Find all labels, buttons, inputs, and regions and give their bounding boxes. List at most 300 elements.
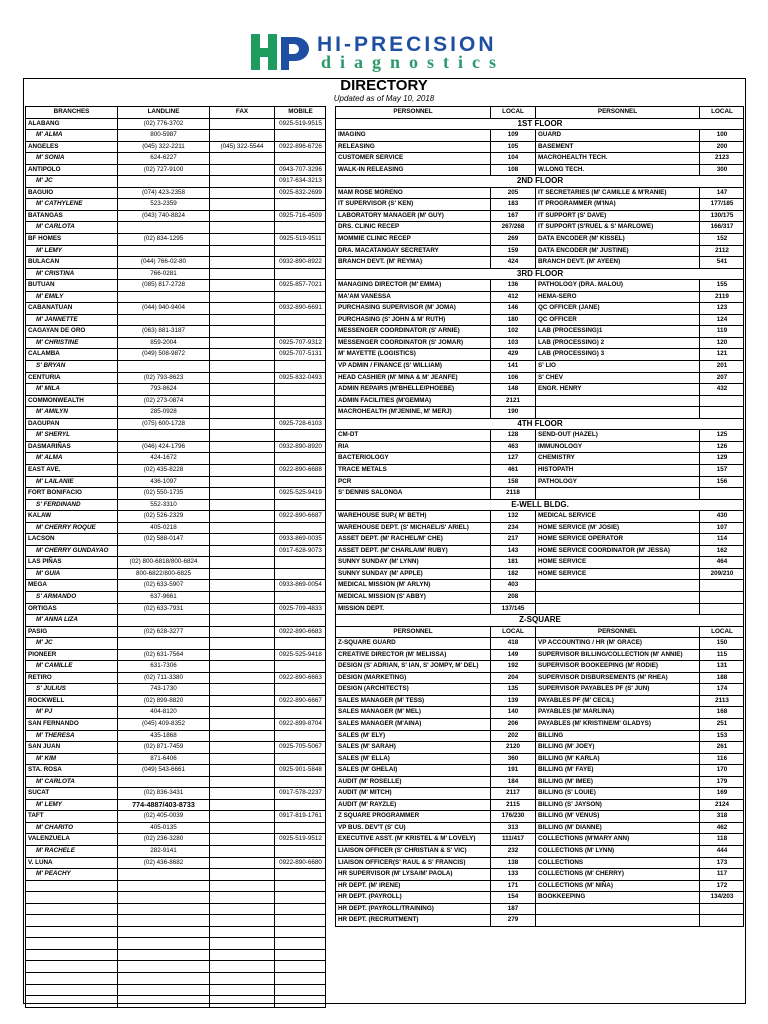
landline-cell	[117, 914, 209, 926]
fax-cell	[209, 291, 274, 303]
personnel-name: VP BUS. DEV'T (S' CU)	[335, 822, 490, 834]
local-number: 444	[699, 845, 744, 857]
fax-cell	[209, 891, 274, 903]
contact-name: M' ALMA	[25, 129, 117, 141]
local-number: 2124	[699, 799, 744, 811]
local-number: 2118	[490, 487, 535, 499]
local-number: 148	[490, 383, 535, 395]
landline-cell	[117, 926, 209, 938]
local-number: 2121	[490, 395, 535, 407]
personnel-name: MAM ROSE MORENO	[335, 187, 490, 199]
landline-cell	[117, 221, 209, 233]
local-number: 217	[490, 533, 535, 545]
contact-name: M' KIM	[25, 753, 117, 765]
local-number: 206	[490, 718, 535, 730]
local-number: 127	[490, 452, 535, 464]
fax-cell	[209, 626, 274, 638]
local-number: 429	[490, 348, 535, 360]
landline-cell: 871-6406	[117, 753, 209, 765]
local-number: 279	[490, 914, 535, 926]
landline-cell: (085) 817-2728	[117, 279, 209, 291]
branch-name: BATANGAS	[25, 210, 117, 222]
local-number: 172	[699, 880, 744, 892]
mobile-cell	[274, 845, 326, 857]
branch-name: SAN FERNANDO	[25, 718, 117, 730]
landline-cell: 552-3310	[117, 499, 209, 511]
contact-name: M' SONIA	[25, 152, 117, 164]
landline-cell: (063) 881-3187	[117, 325, 209, 337]
fax-cell	[209, 591, 274, 603]
mobile-cell: 0922-890-6688	[274, 464, 326, 476]
personnel-name: BOOKKEEPING	[535, 891, 699, 903]
personnel-name: COLLECTIONS	[535, 857, 699, 869]
mobile-cell	[274, 984, 326, 996]
contact-name: M' GUIA	[25, 568, 117, 580]
personnel-name: BRANCH DEVT. (M' AYEEN)	[535, 256, 699, 268]
landline-cell	[117, 429, 209, 441]
mobile-cell	[274, 198, 326, 210]
local-number: 462	[699, 822, 744, 834]
mobile-cell: 0925-832-2699	[274, 187, 326, 199]
branch-name: PASIG	[25, 626, 117, 638]
local-number: 139	[490, 695, 535, 707]
local-number	[699, 591, 744, 603]
local-number: 132	[490, 510, 535, 522]
local-number: 201	[699, 360, 744, 372]
branch-name: STA. ROSA	[25, 764, 117, 776]
branch-name: EAST AVE.	[25, 464, 117, 476]
personnel-name: HOME SERVICE COORDINATOR (M' JESSA)	[535, 545, 699, 557]
personnel-name: AUDIT (M' RAYZLE)	[335, 799, 490, 811]
local-number: 183	[490, 198, 535, 210]
local-number: 180	[490, 314, 535, 326]
local-number: 188	[699, 672, 744, 684]
landline-cell: (049) 508-9872	[117, 348, 209, 360]
fax-cell	[209, 810, 274, 822]
local-number: 147	[699, 187, 744, 199]
contact-name: S' FERDINAND	[25, 499, 117, 511]
mobile-cell	[274, 556, 326, 568]
page-title: DIRECTORY	[340, 77, 428, 94]
landline-cell: (02) 793-8623	[117, 372, 209, 384]
mobile-cell	[274, 522, 326, 534]
personnel-name: LIAISON OFFICER(S' RAUL & S' FRANCIS)	[335, 857, 490, 869]
personnel-name	[535, 487, 699, 499]
fax-cell	[209, 499, 274, 511]
local-number: 313	[490, 822, 535, 834]
local-number: 184	[490, 776, 535, 788]
local-number: 116	[699, 753, 744, 765]
landline-cell: 436-1097	[117, 476, 209, 488]
local-number: 105	[490, 141, 535, 153]
mobile-cell	[274, 360, 326, 372]
personnel-name: HEAD CASHIER (M' MINA & M' JEANFE)	[335, 372, 490, 384]
personnel-name: MA'AM VANESSA	[335, 291, 490, 303]
personnel-table	[335, 106, 744, 927]
landline-cell: 282-9141	[117, 845, 209, 857]
local-number: 269	[490, 233, 535, 245]
fax-cell	[209, 706, 274, 718]
mobile-cell	[274, 129, 326, 141]
local-number: 2112	[699, 245, 744, 257]
mobile-cell	[274, 776, 326, 788]
local-number: 192	[490, 660, 535, 672]
personnel-name: SALES (M' SARAH)	[335, 741, 490, 753]
landline-cell: (02) 834-1295	[117, 233, 209, 245]
personnel-name: MACROHEALTH (M'JENINE, M' MERJ)	[335, 406, 490, 418]
local-number	[699, 603, 744, 615]
personnel-name: PURCHASING SUPERVISOR (M' JOMA)	[335, 302, 490, 314]
landline-cell: (02) 776-3702	[117, 118, 209, 130]
personnel-name: IT SECRETARIES (M' CAMILLE & M'RANIE)	[535, 187, 699, 199]
landline-cell	[117, 175, 209, 187]
fax-cell	[209, 556, 274, 568]
personnel-name: PAYABLES (M' KRISTINE/M' GLADYS)	[535, 718, 699, 730]
personnel-name: HR DEPT. (PAYROLL)	[335, 891, 490, 903]
personnel-name: PATHOLOGY (DRA. MALOU)	[535, 279, 699, 291]
fax-cell	[209, 302, 274, 314]
fax-cell	[209, 753, 274, 765]
branches-table	[25, 106, 326, 1008]
contact-name: M' CHRISTINE	[25, 337, 117, 349]
local-number: 208	[490, 591, 535, 603]
landline-cell	[117, 637, 209, 649]
local-number: 124	[699, 314, 744, 326]
mobile-cell	[274, 637, 326, 649]
personnel-name: CHEMISTRY	[535, 452, 699, 464]
personnel-name: LABORATORY MANAGER (M' GUY)	[335, 210, 490, 222]
contact-name: M' THERESA	[25, 730, 117, 742]
fax-cell	[209, 476, 274, 488]
fax-cell	[209, 510, 274, 522]
local-number: 187	[490, 903, 535, 915]
fax-cell	[209, 233, 274, 245]
mobile-cell: 0922-890-6663	[274, 672, 326, 684]
mobile-cell	[274, 730, 326, 742]
fax-cell	[209, 672, 274, 684]
contact-name: M' MILA	[25, 383, 117, 395]
contact-name: S' BRYAN	[25, 360, 117, 372]
branch-name: DAGUPAN	[25, 418, 117, 430]
branch-name	[25, 914, 117, 926]
branch-name	[25, 995, 117, 1007]
local-number: 2119	[699, 291, 744, 303]
personnel-name: IT SUPPORT (S'RUEL & S' MARLOWE)	[535, 221, 699, 233]
local-number: 464	[699, 556, 744, 568]
mobile-cell	[274, 452, 326, 464]
fax-cell	[209, 857, 274, 869]
landline-cell: 405-0218	[117, 522, 209, 534]
personnel-name: IMMUNOLOGY	[535, 441, 699, 453]
local-number: 154	[490, 891, 535, 903]
landline-cell: 800-5987	[117, 129, 209, 141]
contact-name: M' SHERYL	[25, 429, 117, 441]
landline-cell: (045) 409-8352	[117, 718, 209, 730]
personnel-name: IMAGING	[335, 129, 490, 141]
personnel-name: COLLECTIONS (M' NIÑA)	[535, 880, 699, 892]
mobile-cell: 0922-890-6683	[274, 626, 326, 638]
personnel-name: MEDICAL SERVICE	[535, 510, 699, 522]
local-number: 134/203	[699, 891, 744, 903]
fax-cell	[209, 360, 274, 372]
local-number: 412	[490, 291, 535, 303]
local-number: 126	[699, 441, 744, 453]
personnel-name	[535, 603, 699, 615]
personnel-name: PCR	[335, 476, 490, 488]
branch-name: TAFT	[25, 810, 117, 822]
personnel-name: TRACE METALS	[335, 464, 490, 476]
mobile-cell: 0925-857-7021	[274, 279, 326, 291]
fax-cell	[209, 614, 274, 626]
contact-name: M' CHERRY ROQUE	[25, 522, 117, 534]
fax-cell	[209, 256, 274, 268]
contact-name: M' JANNETTE	[25, 314, 117, 326]
mobile-cell	[274, 960, 326, 972]
branch-name: LACSON	[25, 533, 117, 545]
local-number: 209/210	[699, 568, 744, 580]
landline-cell: 405-0135	[117, 822, 209, 834]
personnel-name: COLLECTIONS (M' LYNN)	[535, 845, 699, 857]
personnel-name: ASSET DEPT. (M' RACHEL/M' CHE)	[335, 533, 490, 545]
local-number: 159	[490, 245, 535, 257]
local-number: 205	[490, 187, 535, 199]
personnel-name: BILLING (M' IMEE)	[535, 776, 699, 788]
landline-cell: (02) 711-3380	[117, 672, 209, 684]
fax-cell	[209, 776, 274, 788]
branch-name: RETIRO	[25, 672, 117, 684]
mobile-cell: 0917-819-1761	[274, 810, 326, 822]
personnel-name: MACROHEALTH TECH.	[535, 152, 699, 164]
local-number: 115	[699, 649, 744, 661]
personnel-name: CREATIVE DIRECTOR (M' MELISSA)	[335, 649, 490, 661]
personnel-name: S' CHEV	[535, 372, 699, 384]
personnel-name: HR DEPT. (PAYROLL/TRAINING)	[335, 903, 490, 915]
landline-cell: (02) 633-7931	[117, 603, 209, 615]
local-number	[699, 395, 744, 407]
local-number: 158	[490, 476, 535, 488]
personnel-name: QC OFFICER (JANE)	[535, 302, 699, 314]
mobile-cell	[274, 822, 326, 834]
landline-cell: 435-1868	[117, 730, 209, 742]
contact-name: M' AMILYN	[25, 406, 117, 418]
personnel-name: RIA	[335, 441, 490, 453]
personnel-name: SUPERVISOR PAYABLES PF (S' JUN)	[535, 683, 699, 695]
personnel-name: ADMIN FACILITIES (M'GEMMA)	[335, 395, 490, 407]
landline-cell: 800-6822/800-6825	[117, 568, 209, 580]
landline-cell	[117, 937, 209, 949]
landline-cell: (02) 628-3277	[117, 626, 209, 638]
branch-name	[25, 880, 117, 892]
personnel-name: BILLING (S' JAYSON)	[535, 799, 699, 811]
local-number: 153	[699, 730, 744, 742]
contact-name: M' RACHELE	[25, 845, 117, 857]
branch-name: COMMONWEALTH	[25, 395, 117, 407]
fax-cell	[209, 187, 274, 199]
local-number: 111/417	[490, 833, 535, 845]
landline-cell: 523-2359	[117, 198, 209, 210]
local-number: 109	[490, 129, 535, 141]
mobile-cell: 0925-709-4833	[274, 603, 326, 615]
local-number	[699, 579, 744, 591]
personnel-name: ASSET DEPT. (M' CHARLA/M' RUBY)	[335, 545, 490, 557]
mobile-cell	[274, 972, 326, 984]
landline-cell: (02) 588-0147	[117, 533, 209, 545]
local-number: 2123	[699, 152, 744, 164]
fax-cell	[209, 914, 274, 926]
fax-cell	[209, 314, 274, 326]
contact-name: M' EMILY	[25, 291, 117, 303]
branch-name: BUTUAN	[25, 279, 117, 291]
mobile-cell: 0925-901-5848	[274, 764, 326, 776]
landline-cell: 624-6227	[117, 152, 209, 164]
landline-cell: (02) 800-6818/800-6824	[117, 556, 209, 568]
landline-cell: 859-2004	[117, 337, 209, 349]
personnel-name: HISTOPATH	[535, 464, 699, 476]
mobile-cell	[274, 903, 326, 915]
landline-cell: (044) 766-02-80	[117, 256, 209, 268]
column-header: BRANCHES	[25, 106, 117, 118]
fax-cell	[209, 325, 274, 337]
personnel-name: SUPERVISOR BOOKEEPING (M' RODIE)	[535, 660, 699, 672]
landline-cell	[117, 614, 209, 626]
personnel-name: CM-DT	[335, 429, 490, 441]
mobile-cell	[274, 926, 326, 938]
local-number: 143	[490, 545, 535, 557]
mobile-cell	[274, 291, 326, 303]
landline-cell	[117, 776, 209, 788]
personnel-name: HOME SERVICE (M' JOSIE)	[535, 522, 699, 534]
mobile-cell	[274, 937, 326, 949]
local-number: 171	[490, 880, 535, 892]
personnel-name: LAB (PROCESSING)1	[535, 325, 699, 337]
mobile-cell: 0925-519-9511	[274, 233, 326, 245]
personnel-name: DATA ENCODER (M' JUSTINE)	[535, 245, 699, 257]
fax-cell	[209, 799, 274, 811]
personnel-name: HR SUPERVISOR (M' LYSA/M' PAOLA)	[335, 868, 490, 880]
column-header: LOCAL	[490, 626, 535, 638]
local-number: 207	[699, 372, 744, 384]
landline-cell: (02) 633-5907	[117, 579, 209, 591]
personnel-name: VP ACCOUNTING / HR (M' GRACE)	[535, 637, 699, 649]
local-number: 360	[490, 753, 535, 765]
fax-cell	[209, 984, 274, 996]
personnel-name: WAREHOUSE DEPT. (S' MICHAEL/S' ARIEL)	[335, 522, 490, 534]
fax-cell	[209, 406, 274, 418]
fax-cell	[209, 175, 274, 187]
landline-cell	[117, 995, 209, 1007]
branch-name: KALAW	[25, 510, 117, 522]
mobile-cell	[274, 949, 326, 961]
local-number: 267/268	[490, 221, 535, 233]
personnel-name: COLLECTIONS (M'MARY ANN)	[535, 833, 699, 845]
personnel-name: SALES (M' GHELAI)	[335, 764, 490, 776]
local-number: 123	[699, 302, 744, 314]
branch-name	[25, 926, 117, 938]
local-number: 157	[699, 464, 744, 476]
local-number: 170	[699, 764, 744, 776]
local-number: 166/317	[699, 221, 744, 233]
mobile-cell: 0925-705-5067	[274, 741, 326, 753]
mobile-cell	[274, 868, 326, 880]
local-number: 106	[490, 372, 535, 384]
landline-cell	[117, 291, 209, 303]
contact-name: M' LAILANIE	[25, 476, 117, 488]
personnel-name: MANAGING DIRECTOR (M' EMMA)	[335, 279, 490, 291]
local-number: 121	[699, 348, 744, 360]
personnel-name: BILLING (M' VENUS)	[535, 810, 699, 822]
local-number: 541	[699, 256, 744, 268]
personnel-name: MEDICAL MISSION (S' ABBY)	[335, 591, 490, 603]
section-header: 1ST FLOOR	[335, 118, 744, 130]
contact-name: S' JULIUS	[25, 683, 117, 695]
personnel-name: SUPERVISOR DISBURSEMENTS (M' RHEA)	[535, 672, 699, 684]
mobile-cell	[274, 591, 326, 603]
landline-cell: (02) 631-7564	[117, 649, 209, 661]
branch-name: ROCKWELL	[25, 695, 117, 707]
personnel-name: SUNNY SUNDAY (M' APPLE)	[335, 568, 490, 580]
local-number: 114	[699, 533, 744, 545]
landline-cell: (049) 543-6661	[117, 764, 209, 776]
personnel-name: DESIGN (ARCHITECTS)	[335, 683, 490, 695]
personnel-name: MESSENGER COORDINATOR (S' JOMAR)	[335, 337, 490, 349]
landline-cell: 285-0928	[117, 406, 209, 418]
branch-name: BAGUIO	[25, 187, 117, 199]
contact-name: M' PJ	[25, 706, 117, 718]
landline-cell: 631-7306	[117, 660, 209, 672]
branch-name: CALAMBA	[25, 348, 117, 360]
fax-cell	[209, 268, 274, 280]
contact-name: M' CARLOTA	[25, 776, 117, 788]
fax-cell	[209, 833, 274, 845]
fax-cell	[209, 245, 274, 257]
fax-cell	[209, 464, 274, 476]
local-number: 202	[490, 730, 535, 742]
personnel-name: BRANCH DEVT. (M' REYMA)	[335, 256, 490, 268]
fax-cell	[209, 418, 274, 430]
personnel-name: SALES (M' ELY)	[335, 730, 490, 742]
landline-cell: (02) 436-8682	[117, 857, 209, 869]
personnel-name: IT SUPPORT (S' DAVE)	[535, 210, 699, 222]
personnel-name: SUNNY SUNDAY (M' LYNN)	[335, 556, 490, 568]
fax-cell	[209, 787, 274, 799]
local-number: 182	[490, 568, 535, 580]
personnel-name: BILLING (M' DIANNE)	[535, 822, 699, 834]
branch-name	[25, 960, 117, 972]
local-number: 103	[490, 337, 535, 349]
local-number: 152	[699, 233, 744, 245]
fax-cell	[209, 487, 274, 499]
local-number: 232	[490, 845, 535, 857]
contact-name: M' CARLOTA	[25, 221, 117, 233]
local-number	[699, 903, 744, 915]
landline-cell: (02) 273-0874	[117, 395, 209, 407]
fax-cell	[209, 660, 274, 672]
local-number: 135	[490, 683, 535, 695]
contact-name: M' CATHYLENE	[25, 198, 117, 210]
personnel-name: LIAISON OFFICER (S' CHRISTIAN & S' VIC)	[335, 845, 490, 857]
personnel-name: ADMIN REPAIRS (M'BHELLE/PHOEBE)	[335, 383, 490, 395]
mobile-cell: 0922-890-6687	[274, 510, 326, 522]
fax-cell	[209, 164, 274, 176]
local-number: 137/145	[490, 603, 535, 615]
mobile-cell	[274, 221, 326, 233]
landline-cell	[117, 984, 209, 996]
local-number: 2115	[490, 799, 535, 811]
fax-cell	[209, 822, 274, 834]
mobile-cell	[274, 891, 326, 903]
personnel-name: W.LONG TECH.	[535, 164, 699, 176]
fax-cell	[209, 533, 274, 545]
